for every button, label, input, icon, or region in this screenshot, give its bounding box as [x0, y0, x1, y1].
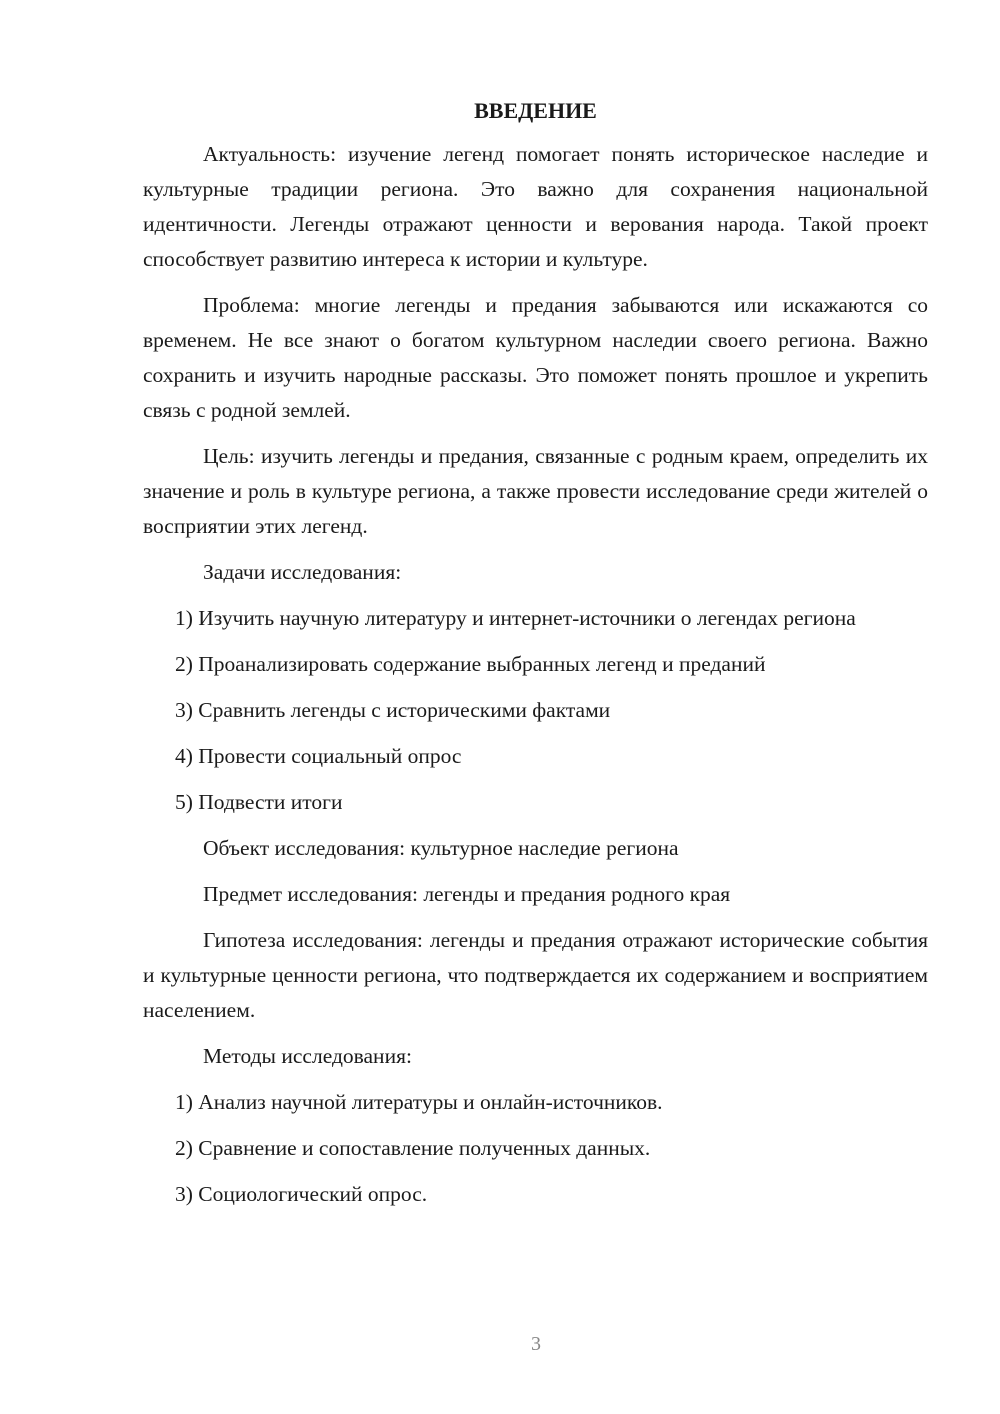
problem-paragraph: Проблема: многие легенды и предания забываются или искажаются со временем. Не все знают о богатом культурном наследии своего региона. Важно сохранить и изучить народные рассказы. Это поможет понять прошлое и укрепить связь с родной землей.: [143, 293, 928, 422]
page-content: [143, 96, 928, 1223]
relevance-paragraph: Актуальность: изучение легенд помогает понять историческое наследие и культурные традиции региона. Это важно для сохранения национальной идентичности. Легенды отражают ценности и верования народа. Такой проект способствует развитию интереса к истории и культуре.: [143, 142, 928, 271]
method-item: 2) Сравнение и сопоставление полученных данных.: [175, 1136, 651, 1160]
task-item: 3) Сравнить легенды с историческими фактами: [175, 698, 611, 722]
goal-paragraph: Цель: изучить легенды и предания, связанные с родным краем, определить их значение и роль в культуре региона, а также провести исследование среди жителей о восприятии этих легенд.: [143, 444, 928, 538]
page-title: ВВЕДЕНИЕ: [474, 98, 597, 123]
methods-heading: Методы исследования:: [203, 1044, 412, 1068]
task-item: 4) Провести социальный опрос: [175, 744, 462, 768]
tasks-heading: Задачи исследования:: [203, 560, 402, 584]
hypothesis-paragraph: Гипотеза исследования: легенды и предания отражают исторические события и культурные ценности региона, что подтверждается их содержанием и восприятием населением.: [143, 928, 928, 1022]
subject-paragraph: Предмет исследования: легенды и предания родного края: [203, 882, 731, 906]
object-paragraph: Объект исследования: культурное наследие региона: [203, 836, 679, 860]
method-item: 3) Социологический опрос.: [175, 1182, 428, 1206]
page-number: 3: [531, 1333, 541, 1355]
method-item: 1) Анализ научной литературы и онлайн-источников.: [175, 1090, 663, 1114]
task-item: 5) Подвести итоги: [175, 790, 343, 814]
task-item: 2) Проанализировать содержание выбранных легенд и преданий: [175, 652, 766, 676]
task-item: 1) Изучить научную литературу и интернет-источники о легендах региона: [175, 606, 856, 630]
